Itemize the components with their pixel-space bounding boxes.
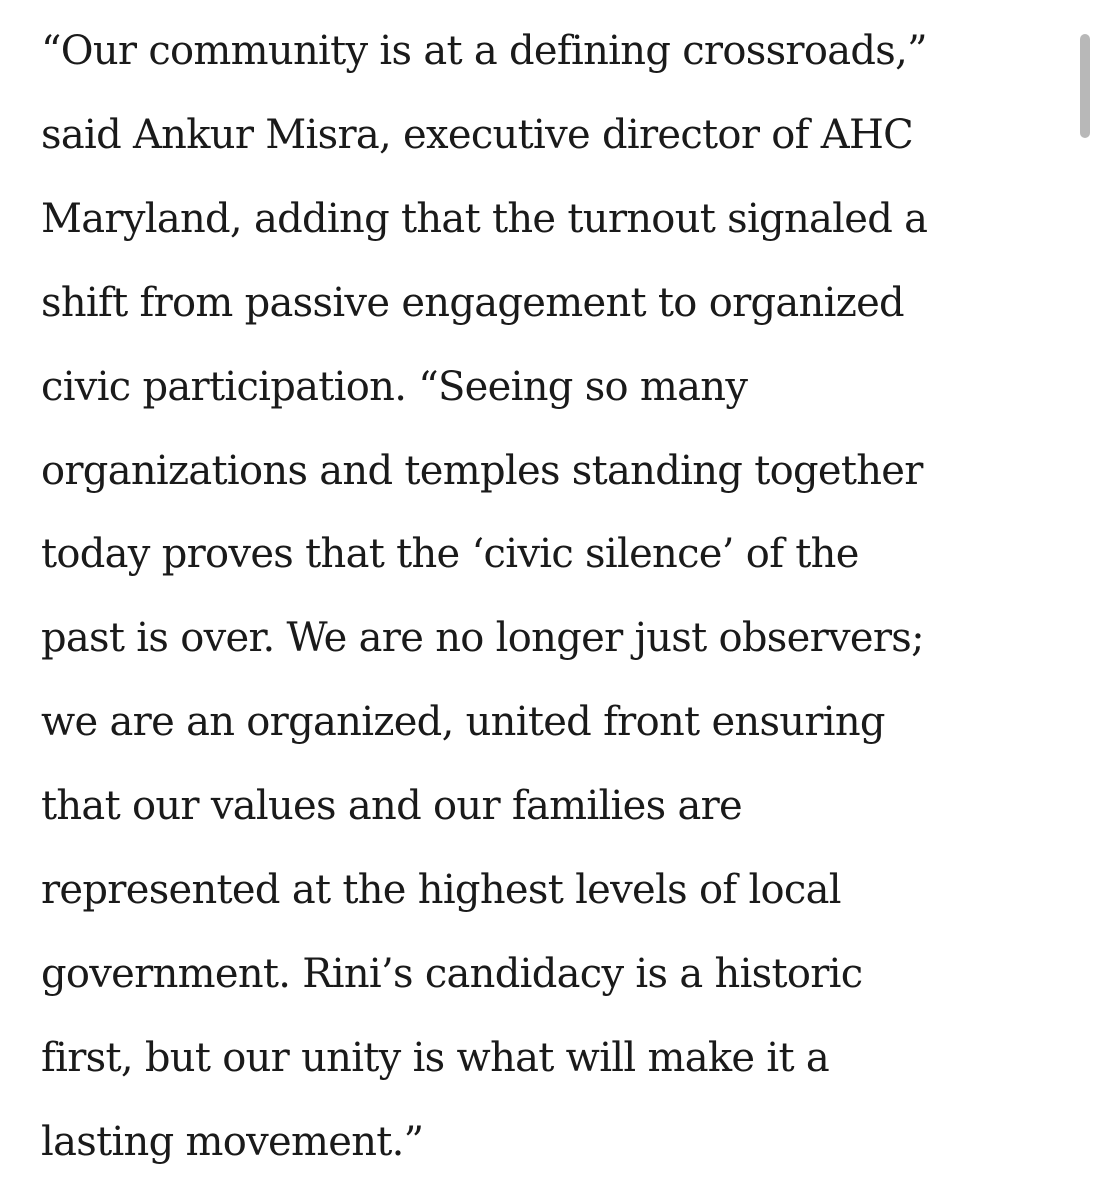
paragraph-line: represented at the highest levels of local <box>41 867 841 914</box>
paragraph-line: past is over. We are no longer just observers; <box>41 615 924 662</box>
paragraph-line: civic participation. “Seeing so many <box>41 363 748 410</box>
paragraph-line: first, but our unity is what will make it a <box>41 1034 830 1081</box>
paragraph-line: that our values and our families are <box>41 783 742 830</box>
paragraph-line: “Our community is at a defining crossroads,” <box>41 28 927 74</box>
article-body <box>41 0 1061 1185</box>
paragraph-line: today proves that the ‘civic silence’ of the <box>41 531 859 578</box>
paragraph-line: said Ankur Misra, executive director of AHC <box>41 111 914 158</box>
paragraph-line: government. Rini’s candidacy is a historic <box>41 950 863 997</box>
quote-paragraph <box>41 0 1061 1185</box>
scrollbar-thumb[interactable] <box>1080 34 1090 138</box>
paragraph-line: Maryland, adding that the turnout signaled a <box>41 195 928 242</box>
paragraph-line: shift from passive engagement to organized <box>41 279 904 326</box>
paragraph-line: lasting movement.” <box>41 1118 424 1165</box>
paragraph-line: organizations and temples standing together <box>41 447 923 494</box>
paragraph-line: we are an organized, united front ensuring <box>41 699 885 746</box>
